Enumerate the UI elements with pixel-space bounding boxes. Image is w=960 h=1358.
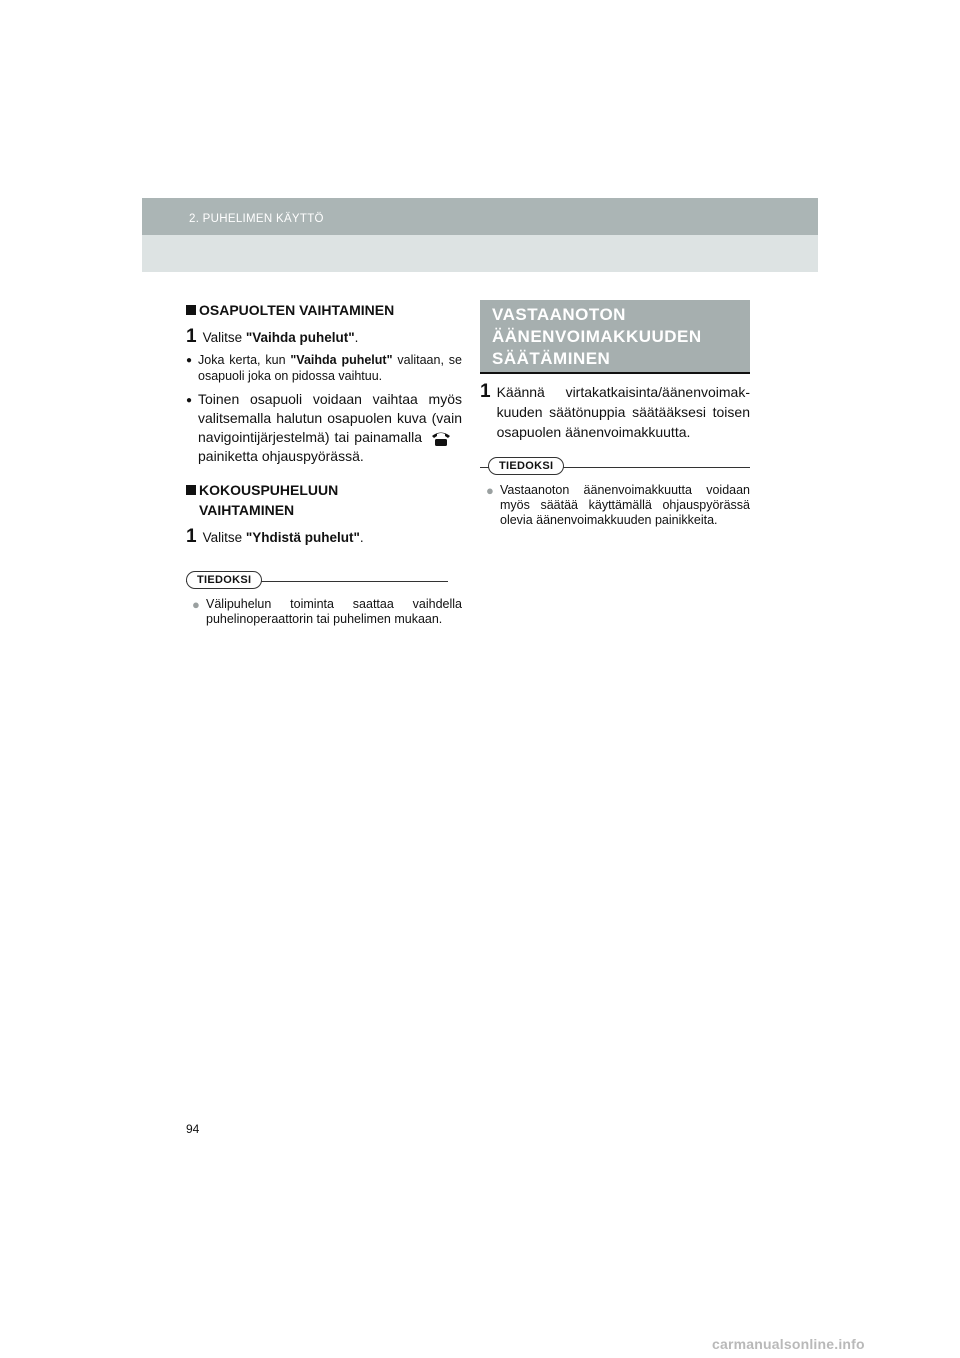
note-box	[186, 570, 462, 627]
step-prefix: Valitse	[202, 530, 246, 546]
step-number: 1	[480, 381, 491, 402]
filled-circle-icon: ●	[186, 355, 193, 366]
bullet-command: "Vaihda puhelut"	[290, 353, 393, 367]
step-text	[203, 530, 364, 545]
section-title-line: KOKOUSPUHELUUN	[199, 482, 339, 499]
step-text	[203, 330, 359, 345]
page-number: 94	[186, 1122, 200, 1136]
section-title-line: VAIHTAMINEN	[199, 502, 295, 519]
gray-circle-icon: ●	[192, 597, 200, 613]
bullet-text	[198, 352, 462, 384]
bullet-text-part: Joka kerta, kun	[198, 353, 291, 367]
step-1-merge	[186, 526, 462, 548]
section-title-box	[480, 300, 750, 374]
step-suffix: .	[359, 530, 364, 546]
right-column	[480, 300, 750, 528]
gray-circle-icon: ●	[486, 483, 494, 498]
phone-icon	[430, 429, 452, 447]
watermark: carmanualsonline.info	[712, 1336, 865, 1352]
left-column	[186, 300, 462, 627]
step-1-switch	[186, 326, 462, 348]
bullet-text-part: valitaan, se osapuoli joka on pidossa vaihtuu.	[198, 353, 462, 383]
step-command: "Yhdistä puhelut"	[245, 530, 360, 546]
step-prefix: Valitse	[202, 330, 246, 345]
note-item	[486, 483, 750, 528]
header-band	[142, 198, 818, 272]
header-top-bar	[142, 198, 818, 235]
note-text: Vastaanoton äänenvoimakkuutta voidaan myös säätää käyttämällä ohjauspyörässä olevia äänenvoimakkuuden painikkeita.	[500, 483, 750, 527]
step-text: Käännä virtakatkaisinta/äänenvoimakkuuden säätönuppia säätääksesi toisen osapuolen äänenvoimakkuutta.	[496, 384, 750, 440]
note-label: TIEDOKSI	[488, 457, 564, 475]
section-heading-switch-parties	[186, 300, 462, 320]
square-bullet-icon	[186, 485, 196, 495]
bullet-text	[198, 390, 462, 466]
step-suffix: .	[354, 330, 359, 345]
breadcrumb: 2. PUHELIMEN KÄYTTÖ	[189, 213, 324, 225]
step-command: "Vaihda puhelut"	[245, 330, 355, 345]
title-line: SÄÄTÄMINEN	[492, 349, 611, 368]
title-line: VASTAANOTON	[492, 305, 626, 324]
note-label: TIEDOKSI	[186, 571, 262, 589]
bullet-item	[186, 352, 462, 384]
section-title	[199, 480, 338, 520]
section-heading-conference	[186, 480, 462, 520]
step-number: 1	[186, 326, 197, 347]
note-item	[192, 597, 462, 627]
square-bullet-icon	[186, 305, 196, 315]
section-title: OSAPUOLTEN VAIHTAMINEN	[199, 302, 395, 318]
bullet-text-part: Toinen osapuoli voidaan vaihtaa myös valitsemalla halutun osapuolen kuva (vain navigointijärjestelmä) tai painamalla	[198, 391, 462, 445]
bullet-item	[186, 390, 462, 466]
bullet-text-part: painiketta ohjauspyörässä.	[198, 448, 364, 465]
note-box	[480, 456, 750, 528]
step-number: 1	[186, 526, 197, 548]
step-1-volume	[480, 382, 750, 442]
filled-circle-icon: ●	[186, 395, 193, 406]
title-line: ÄÄNENVOIMAKKUUDEN	[492, 327, 702, 346]
note-text: Välipuhelun toiminta saattaa vaihdella puhelinoperaattorin tai puhelimen mukaan.	[206, 597, 462, 627]
